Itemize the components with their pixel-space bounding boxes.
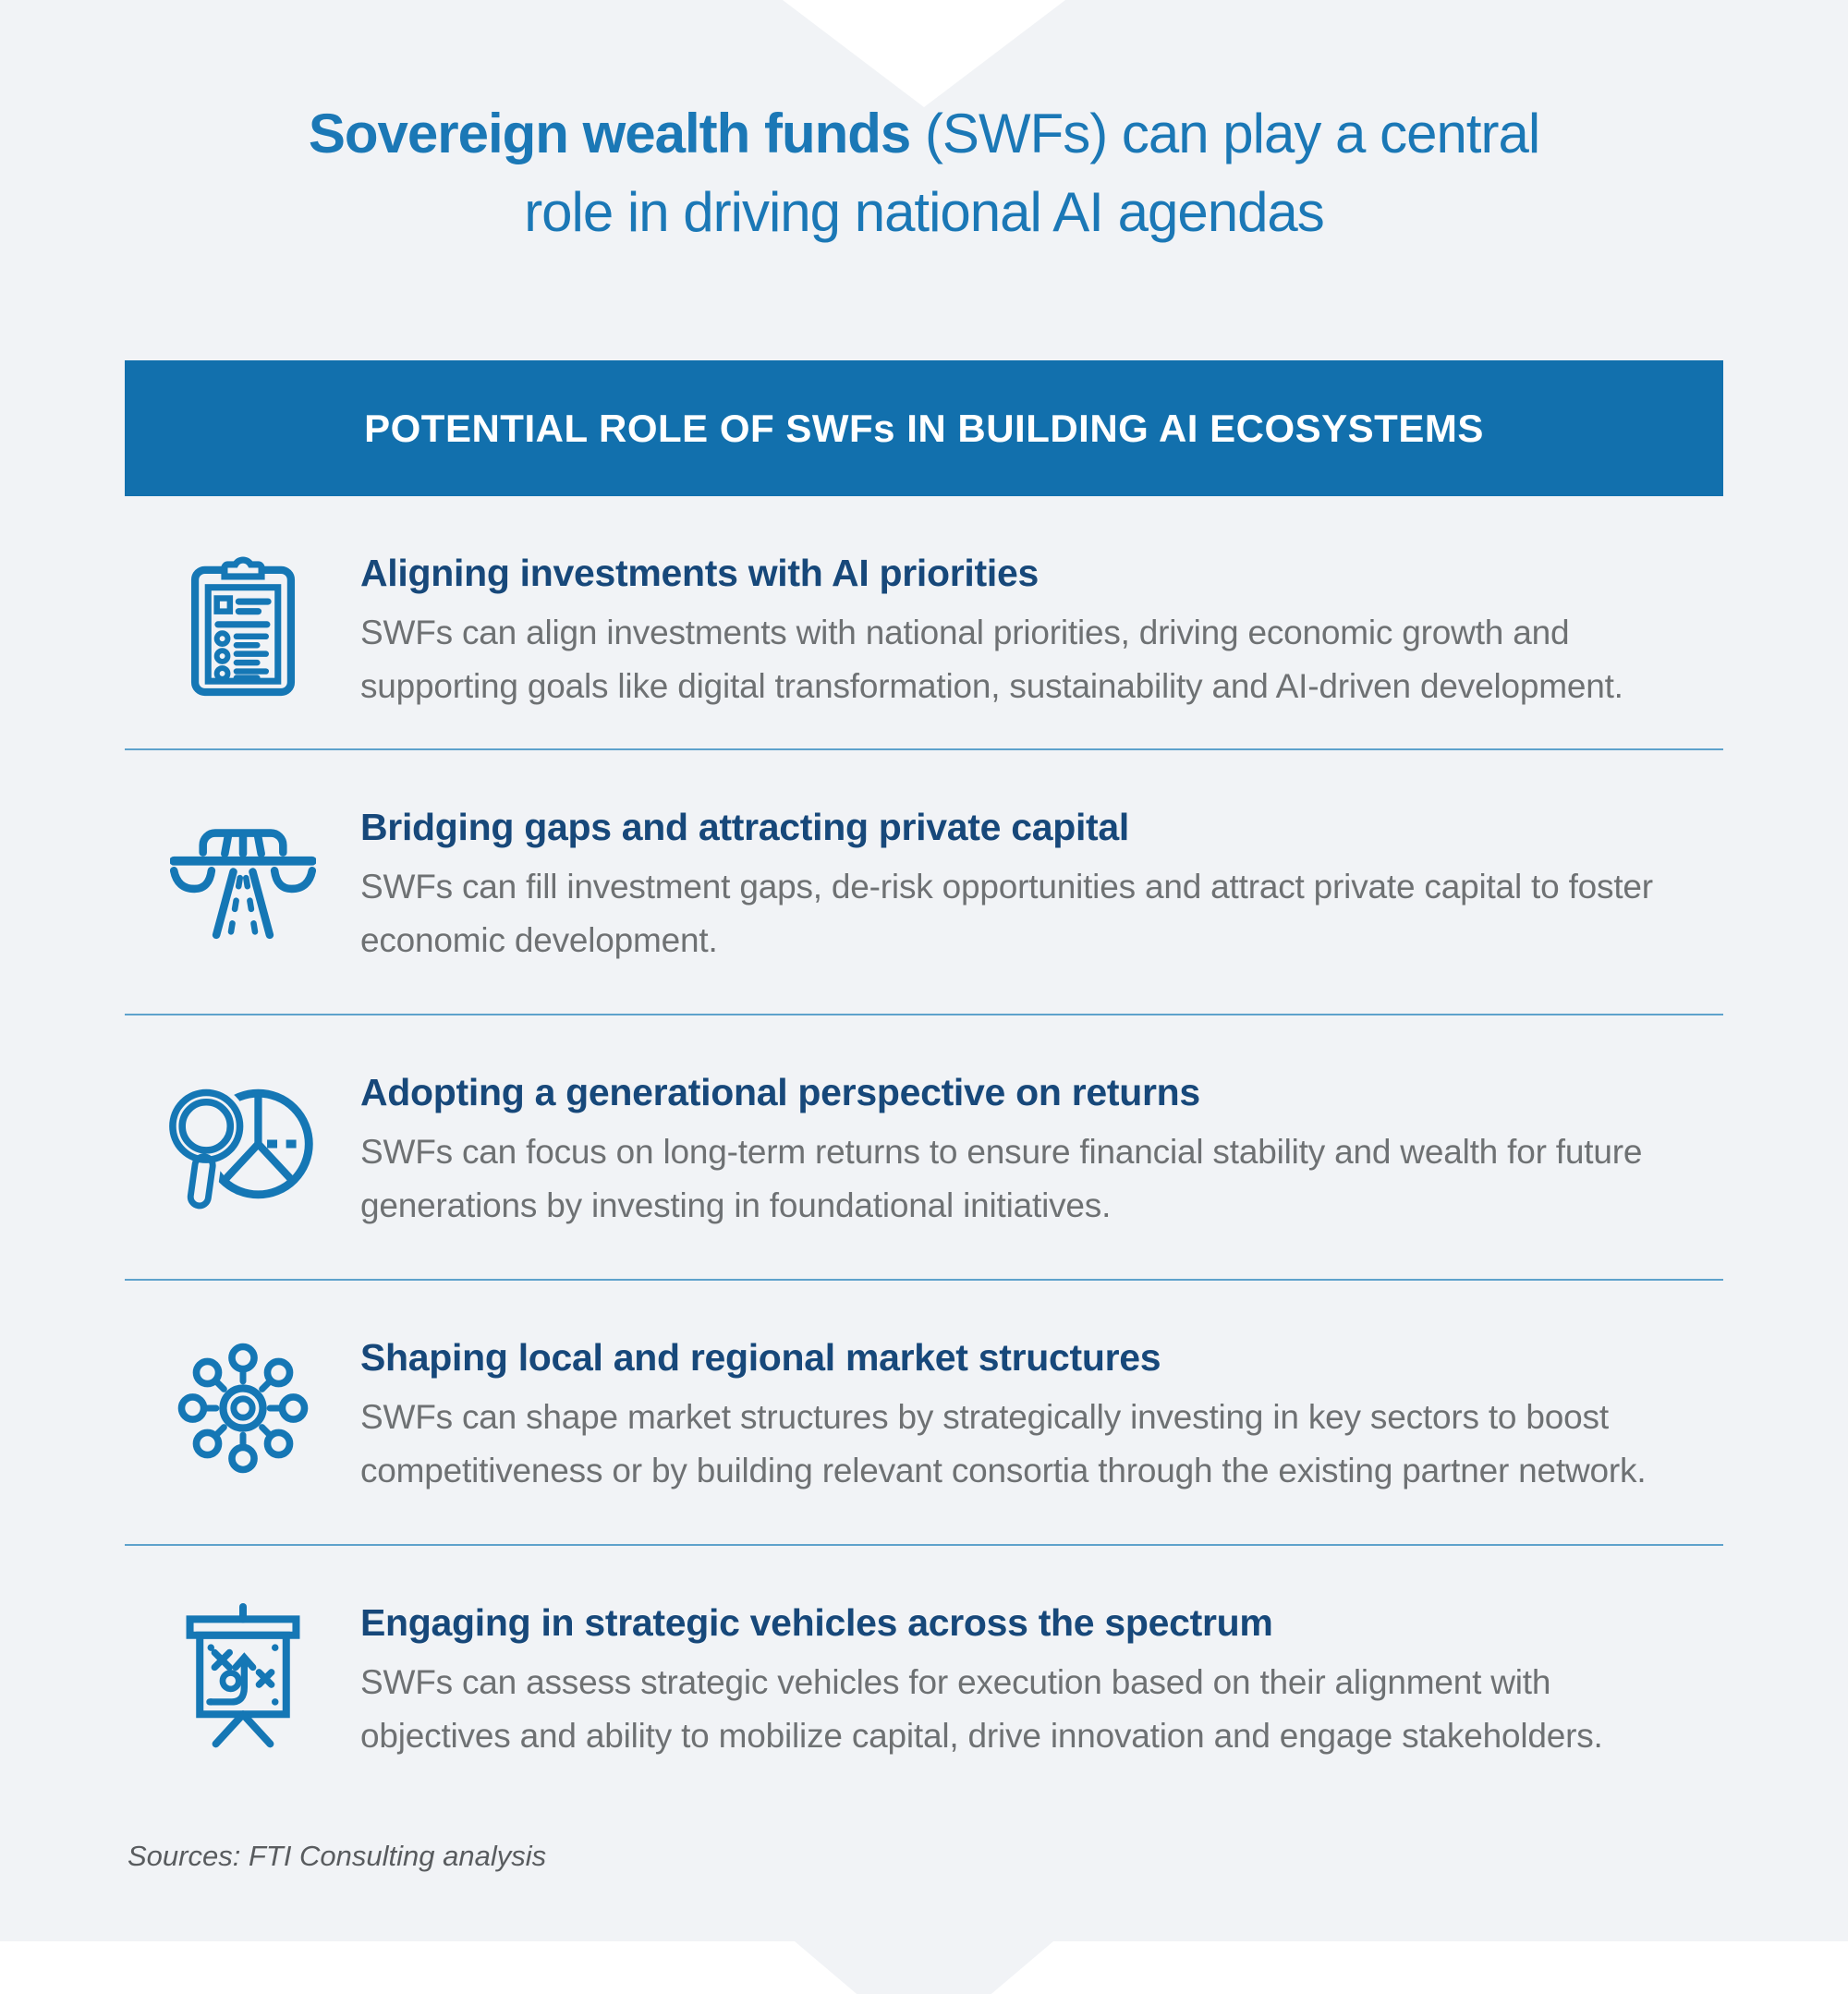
section-banner [125, 360, 1723, 496]
section-row-strategic-vehicles [125, 1546, 1723, 1786]
section-text-cell [360, 1601, 1723, 1786]
section-body: SWFs can shape market structures by strategically investing in key sectors to boost competitiveness or by building relevant consortia through the existing partner network. [360, 1398, 1647, 1489]
section-text-cell [360, 1071, 1723, 1279]
highway-bridge-icon [170, 808, 316, 943]
section-heading: Engaging in strategic vehicles across the spectrum [360, 1601, 1273, 1645]
magnifier-pie-chart-icon [164, 1073, 322, 1225]
top-chevron-decoration [783, 0, 1065, 107]
network-hub-icon [173, 1338, 313, 1478]
section-text-cell [360, 806, 1723, 1014]
section-heading: Bridging gaps and attracting private capital [360, 806, 1130, 849]
section-heading: Shaping local and regional market structures [360, 1336, 1161, 1380]
section-row-generational-perspective [125, 1015, 1723, 1281]
title-line-2: role in driving national AI agendas [524, 181, 1324, 244]
title-regular: (SWFs) can play a central [910, 103, 1540, 164]
section-icon-cell [125, 1071, 360, 1279]
source-note: Sources: FTI Consulting analysis [128, 1840, 547, 1873]
bottom-chevron-decoration [795, 1941, 1053, 1994]
sections-list [125, 496, 1723, 1786]
section-heading: Aligning investments with AI priorities [360, 552, 1039, 595]
clipboard-checklist-icon [188, 553, 298, 698]
title-bold: Sovereign wealth funds [308, 103, 911, 164]
section-icon-cell [125, 552, 360, 748]
section-icon-cell [125, 1336, 360, 1544]
section-body: SWFs can fill investment gaps, de-risk opportunities and attract private capital to foster economic development. [360, 868, 1653, 959]
section-row-market-structures [125, 1281, 1723, 1546]
section-row-aligning-investments [125, 496, 1723, 750]
strategy-board-icon [174, 1603, 312, 1754]
section-row-bridging-gaps [125, 750, 1723, 1015]
section-text-cell [360, 552, 1723, 748]
bottom-strip [0, 1941, 1848, 1994]
section-icon-cell [125, 1601, 360, 1786]
section-icon-cell [125, 806, 360, 1014]
section-text-cell [360, 1336, 1723, 1544]
banner-label: POTENTIAL ROLE OF SWFs IN BUILDING AI ECOSYSTEMS [364, 406, 1484, 450]
section-body: SWFs can focus on long-term returns to ensure financial stability and wealth for future generations by investing in foundational initiatives. [360, 1133, 1643, 1224]
section-heading: Adopting a generational perspective on returns [360, 1071, 1200, 1114]
section-body: SWFs can assess strategic vehicles for execution based on their alignment with objectives and ability to mobilize capital, drive innovation and engage stakeholders. [360, 1663, 1603, 1755]
section-body: SWFs can align investments with national priorities, driving economic growth and supporting goals like digital transformation, sustainability and AI-driven development. [360, 614, 1623, 705]
